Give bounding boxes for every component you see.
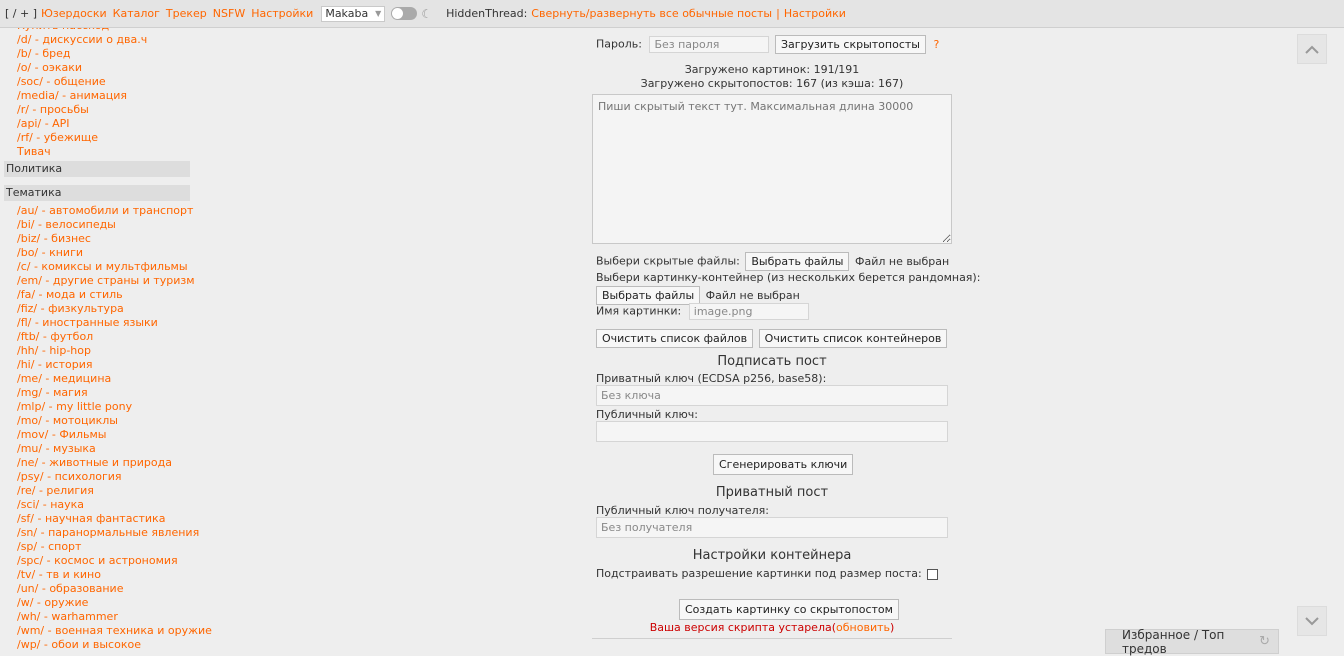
style-select-value: Makaba (325, 7, 369, 20)
sidebar-thematic-link-4[interactable]: /c/ - комиксы и мультфильмы (17, 260, 188, 273)
sidebar-thematic-link-8[interactable]: /fl/ - иностранные языки (17, 316, 158, 329)
userboards-link[interactable]: Юзердоски (41, 7, 107, 20)
sidebar-thematic-link-26[interactable]: /tv/ - тв и кино (17, 568, 101, 581)
favorites-tab[interactable] (1105, 629, 1279, 654)
fit-resolution-checkbox[interactable] (927, 569, 938, 580)
sidebar-thematic-link-29[interactable]: /wh/ - warhammer (17, 610, 118, 623)
sidebar-board-link-3[interactable]: /o/ - оэкаки (17, 61, 83, 74)
sign-post-heading: Подписать пост (717, 354, 827, 369)
load-hidden-posts-button[interactable]: Загрузить скрытопосты (775, 35, 926, 54)
private-post-heading: Приватный пост (715, 485, 829, 500)
sidebar-thematic-link-5[interactable]: /em/ - другие страны и туризм (17, 274, 195, 287)
sidebar-thematic-link-25[interactable]: /spc/ - космос и астрономия (17, 554, 178, 567)
favorites-tab-label: Избранное / Топ тредов (1122, 627, 1225, 656)
moon-icon: ☾ (421, 6, 433, 21)
private-key-label: Приватный ключ (ECDSA p256, base58): (596, 372, 827, 385)
board-list-brackets[interactable]: [ / + ] (5, 7, 37, 20)
update-paren-close: ) (890, 621, 895, 634)
sidebar-thematic-link-1[interactable]: /bi/ - велосипеды (17, 218, 116, 231)
outdated-warning: Ваша версия скрипта устарела (649, 621, 832, 634)
generate-keys-button[interactable]: Сгенерировать ключи (713, 454, 853, 475)
create-image-button[interactable]: Создать картинку со скрытопостом (679, 599, 899, 620)
sidebar-board-link-9[interactable]: Тивач (17, 145, 51, 158)
sidebar-board-link-6[interactable]: /r/ - просьбы (17, 103, 89, 116)
update-script-link[interactable]: обновить (836, 621, 890, 634)
sidebar-thematic-link-14[interactable]: /mlp/ - my little pony (17, 400, 133, 413)
image-name-input[interactable]: image.png (689, 303, 809, 320)
sidebar-thematic-link-19[interactable]: /psy/ - психология (17, 470, 122, 483)
hiddenthread-label: HiddenThread: (446, 7, 528, 20)
boards-sidebar (0, 20, 212, 652)
sidebar-thematic-link-18[interactable]: /ne/ - животные и природа (17, 456, 172, 469)
settings-link[interactable]: Настройки (251, 7, 314, 20)
form-divider (592, 638, 952, 639)
sidebar-thematic-link-23[interactable]: /sn/ - паранормальные явления (17, 526, 200, 539)
catalog-link[interactable]: Каталог (112, 7, 160, 20)
sidebar-thematic-link-0[interactable]: /au/ - автомобили и транспорт (17, 204, 194, 217)
container-file-status: Файл не выбран (705, 288, 800, 302)
night-mode-toggle[interactable] (391, 7, 417, 20)
help-link[interactable]: ? (933, 37, 940, 51)
container-settings-heading: Настройки контейнера (692, 548, 852, 563)
hidden-files-status: Файл не выбран (854, 254, 950, 268)
scroll-up-button[interactable] (1297, 34, 1327, 64)
sidebar-board-link-8[interactable]: /rf/ - убежище (17, 131, 99, 144)
sidebar-thematic-link-2[interactable]: /biz/ - бизнес (17, 232, 91, 245)
hidden-files-label: Выбери скрытые файлы: (596, 254, 740, 268)
sidebar-board-link-7[interactable]: /api/ - API (17, 117, 70, 130)
loaded-images-status: Загружено картинок: 191/191 (684, 63, 860, 76)
top-navigation-bar (0, 0, 1344, 28)
choose-container-button[interactable]: Выбрать файлы (596, 286, 700, 305)
sidebar-thematic-link-31[interactable]: /wp/ - обои и высокое (17, 638, 141, 651)
container-label: Выбери картинку-контейнер (из нескольких берется рандомная): (596, 271, 981, 284)
sidebar-thematic-link-15[interactable]: /mo/ - мотоциклы (17, 414, 118, 427)
chevron-down-icon (1305, 617, 1319, 626)
style-select[interactable] (321, 6, 385, 22)
nsfw-link[interactable]: NSFW (212, 7, 246, 20)
sidebar-thematic-link-27[interactable]: /un/ - образование (17, 582, 124, 595)
sidebar-thematic-link-17[interactable]: /mu/ - музыка (17, 442, 96, 455)
private-key-input[interactable]: Без ключа (596, 385, 948, 406)
sidebar-thematic-link-11[interactable]: /hi/ - история (17, 358, 93, 371)
public-key-input[interactable] (596, 421, 948, 442)
update-paren-open: ( (831, 621, 837, 634)
sidebar-thematic-link-7[interactable]: /fiz/ - физкультура (17, 302, 124, 315)
sidebar-thematic-link-13[interactable]: /mg/ - магия (17, 386, 88, 399)
sidebar-board-link-4[interactable]: /soc/ - общение (17, 75, 106, 88)
public-key-label: Публичный ключ: (596, 408, 698, 421)
image-name-label: Имя картинки: (596, 304, 682, 318)
sidebar-thematic-link-6[interactable]: /fa/ - мода и стиль (17, 288, 123, 301)
sidebar-thematic-link-10[interactable]: /hh/ - hip-hop (17, 344, 91, 357)
sidebar-thematic-link-30[interactable]: /wm/ - военная техника и оружие (17, 624, 212, 637)
sidebar-thematic-link-28[interactable]: /w/ - оружие (17, 596, 89, 609)
refresh-icon[interactable]: ↻ (1259, 634, 1270, 649)
chevron-up-icon (1305, 45, 1319, 54)
sidebar-board-link-5[interactable]: /media/ - анимация (17, 89, 128, 102)
password-label: Пароль: (596, 37, 642, 51)
hidden-text-area[interactable] (592, 94, 952, 244)
recipient-key-input[interactable]: Без получателя (596, 517, 948, 538)
tracker-link[interactable]: Трекер (165, 7, 207, 20)
separator: | (776, 7, 780, 20)
hiddenthread-settings-link[interactable]: Настройки (783, 7, 846, 20)
password-input[interactable]: Без пароля (649, 36, 769, 53)
sidebar-thematic-link-21[interactable]: /sci/ - наука (17, 498, 85, 511)
toggle-posts-link[interactable]: Свернуть/развернуть все обычные посты (531, 7, 773, 20)
fit-resolution-label: Подстраивать разрешение картинки под размер поста: (596, 567, 922, 580)
sidebar-thematic-link-12[interactable]: /me/ - медицина (17, 372, 112, 385)
section-thematic[interactable]: Тематика (4, 185, 190, 201)
clear-containers-button[interactable]: Очистить список контейнеров (759, 329, 948, 348)
sidebar-thematic-link-9[interactable]: /ftb/ - футбол (17, 330, 94, 343)
sidebar-board-link-2[interactable]: /b/ - бред (17, 47, 71, 60)
loaded-posts-status: Загружено скрытопостов: 167 (из кэша: 167) (640, 77, 904, 90)
sidebar-thematic-link-3[interactable]: /bo/ - книги (17, 246, 83, 259)
section-politics[interactable]: Политика (4, 161, 190, 177)
choose-hidden-files-button[interactable]: Выбрать файлы (745, 252, 849, 271)
recipient-key-label: Публичный ключ получателя: (596, 504, 769, 517)
sidebar-board-link-1[interactable]: /d/ - дискуссии о два.ч (17, 33, 148, 46)
sidebar-thematic-link-16[interactable]: /mov/ - Фильмы (17, 428, 107, 441)
clear-files-button[interactable]: Очистить список файлов (596, 329, 753, 348)
chevron-down-icon: ▼ (375, 9, 382, 18)
sidebar-thematic-link-20[interactable]: /re/ - религия (17, 484, 94, 497)
sidebar-thematic-link-22[interactable]: /sf/ - научная фантастика (17, 512, 166, 525)
scroll-down-button[interactable] (1297, 606, 1327, 636)
sidebar-thematic-link-24[interactable]: /sp/ - спорт (17, 540, 82, 553)
